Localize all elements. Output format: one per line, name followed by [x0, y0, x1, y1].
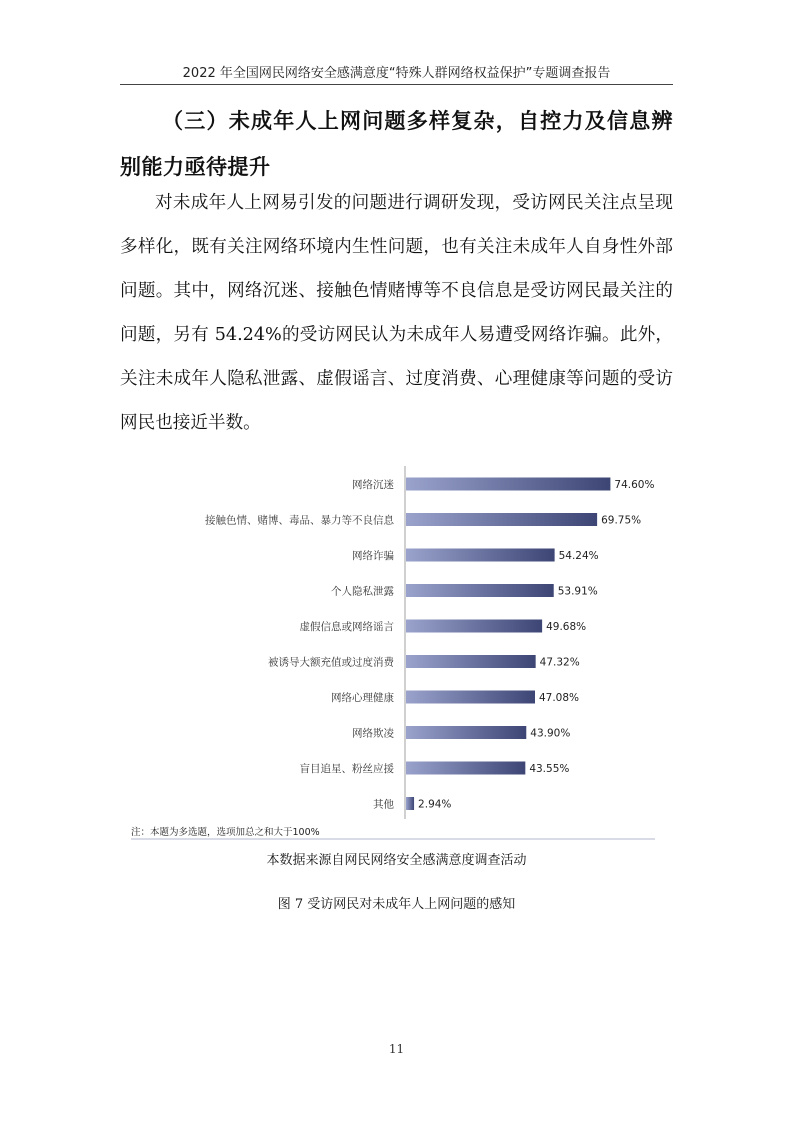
bar [406, 513, 597, 526]
bar [406, 549, 555, 562]
running-header: 2022 年全国网民网络安全感满意度“特殊人群网络权益保护”专题调查报告 [182, 66, 611, 81]
category-label: 网络诈骗 [352, 550, 394, 562]
bar [406, 478, 610, 491]
bar [406, 726, 526, 739]
category-label: 网络欺凌 [352, 727, 394, 740]
category-label: 个人隐私泄露 [331, 585, 394, 598]
category-label: 其他 [373, 798, 394, 811]
category-label: 接触色情、赌博、毒品、暴力等不良信息 [205, 514, 394, 527]
bar [406, 762, 525, 775]
figure-caption: 图 7 受访网民对未成年人上网问题的感知 [277, 897, 516, 912]
value-label: 47.08% [538, 692, 580, 704]
bar [406, 797, 414, 810]
page-number: 11 [388, 1042, 405, 1056]
value-label: 2.94% [418, 798, 452, 811]
value-label: 53.91% [557, 585, 598, 598]
section-heading: （三）未成年人上网问题多样复杂，自控力及信息辨别能力亟待提升 [120, 109, 673, 179]
category-label: 网络沉迷 [352, 479, 394, 491]
category-label: 盲目追星、粉丝应援 [299, 763, 394, 775]
value-label: 74.60% [614, 479, 655, 491]
bar [406, 620, 542, 633]
value-label: 49.68% [546, 621, 587, 633]
category-label: 网络心理健康 [331, 692, 394, 704]
value-label: 43.55% [529, 763, 570, 775]
value-label: 47.32% [539, 656, 580, 669]
value-label: 43.90% [530, 727, 571, 740]
bar [406, 691, 535, 704]
value-label: 54.24% [558, 550, 599, 562]
bar [406, 655, 536, 668]
figure-source: 本数据来源自网民网络安全感满意度调查活动 [266, 853, 527, 868]
chart-note: 注：本题为多选题，选项加总之和大于100% [131, 827, 320, 838]
category-label: 虚假信息或网络谣言 [299, 621, 394, 633]
value-label: 69.75% [601, 514, 642, 527]
bar [406, 584, 554, 597]
category-label: 被诱导大额充值或过度消费 [268, 656, 394, 669]
body-paragraph: 对未成年人上网易引发的问题进行调研发现，受访网民关注点呈现多样化，既有关注网络环境内生性问题，也有关注未成年人自身性外部问题。其中，网络沉迷、接触色情赌博等不良信息是受访网民最关注的问题，另有 54.24%的受访网民认为未成年人易遭受网络诈骗。此外，关注未成年人隐私泄露、虚假谣言、过度消费、心理健康等问题的受访网民也接近半数。 [120, 193, 673, 433]
